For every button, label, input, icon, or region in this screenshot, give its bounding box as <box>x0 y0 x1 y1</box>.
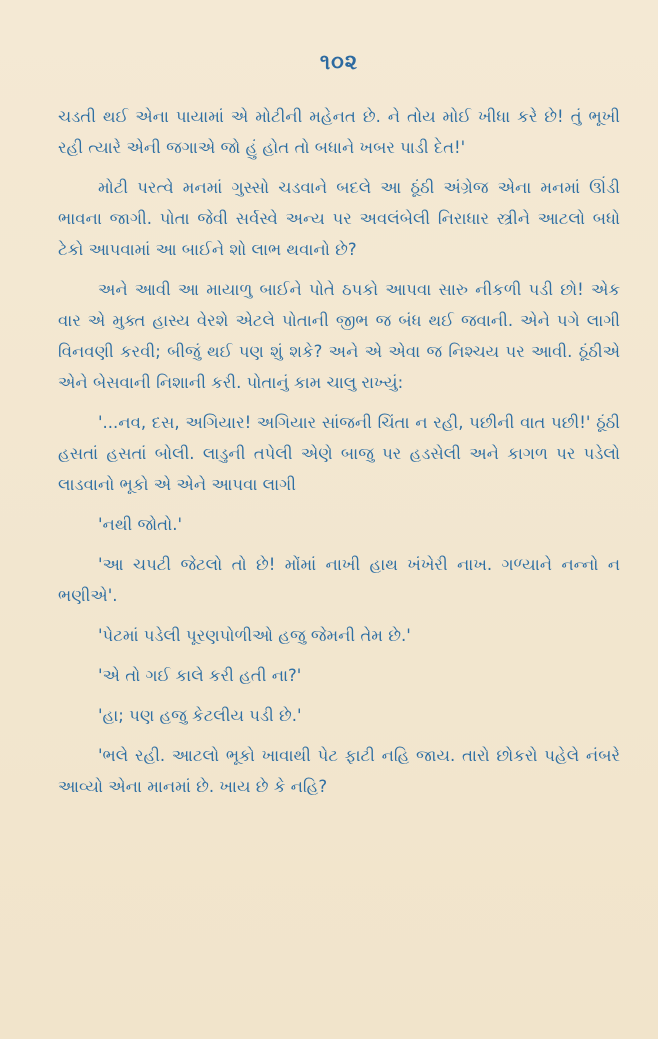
paragraph-5: 'નથી જોતો.' <box>98 515 183 534</box>
paragraph-7: 'પેટમાં પડેલી પૂરણપોળીઓ હજુ જેમની તેમ છે.' <box>98 626 411 645</box>
paragraph-1: ચડતી થઈ એના પાયામાં એ મોટીની મહેનત છે. ને તોય મોઈ ખીધા કરે છે! તું ભૂખી રહી ત્યારે એની જગાએ જો હું હોત તો બધાને ખબર પાડી દેત!' <box>58 107 620 157</box>
paragraph-4: '...નવ, દસ, અગિયાર! અગિયાર સાંજની ચિંતા ન રહી, પછીની વાત પછી!' ઠૂંઠી હસતાં હસતાં બોલી. લાડુની તપેલી એણે બાજુ પર હડસેલી અને કાગળ પર પડેલો લાડવાનો ભૂકો એ એને આપવા લાગી <box>58 413 620 494</box>
paragraph-2: મોટી પરત્વે મનમાં ગુસ્સો ચડવાને બદલે આ ઠૂંઠી અંગ્રેજ એના મનમાં ઊંડી ભાવના જાગી. પોતા જેવી સર્વસ્વે અન્ય પર અવલંબેલી નિરાધાર સ્ત્રીને આટલો બધો ટેકો આપવામાં આ બાઈને શો લાભ થવાનો છે? <box>58 178 620 259</box>
paragraph-3: અને આવી આ માયાળુ બાઈને પોતે ઠપકો આપવા સારુ નીકળી પડી છો! એક વાર એ મુક્ત હાસ્ય વેરશે એટલે પોતાની જીભ જ બંધ થઈ જવાની. એને પગે લાગી વિનવણી કરવી; બીજું થઈ પણ શું શકે? અને એ એવા જ નિશ્ચય પર આવી. ઠૂંઠીએ એને બેસવાની નિશાની કરી. પોતાનું કામ ચાલુ રાખ્યું: <box>58 280 620 392</box>
paragraph-9: 'હા; પણ હજુ કેટલીય પડી છે.' <box>98 706 302 725</box>
paragraph-10: 'ભલે રહી. આટલો ભૂકો ખાવાથી પેટ ફાટી નહિ જાય. તારો છોકરો પહેલે નંબરે આવ્યો એના માનમાં છે. ખાય છે કે નહિ? <box>58 746 620 796</box>
page-number: ૧૦૨ <box>319 50 359 74</box>
paragraph-6: 'આ ચપટી જેટલો તો છે! મોંમાં નાખી હાથ ખંખેરી નાખ. ગળ્યાને નન્નો ન ભણીએ'. <box>58 555 620 605</box>
paragraph-8: 'એ તો ગઈ કાલે કરી હતી ના?' <box>98 666 302 685</box>
